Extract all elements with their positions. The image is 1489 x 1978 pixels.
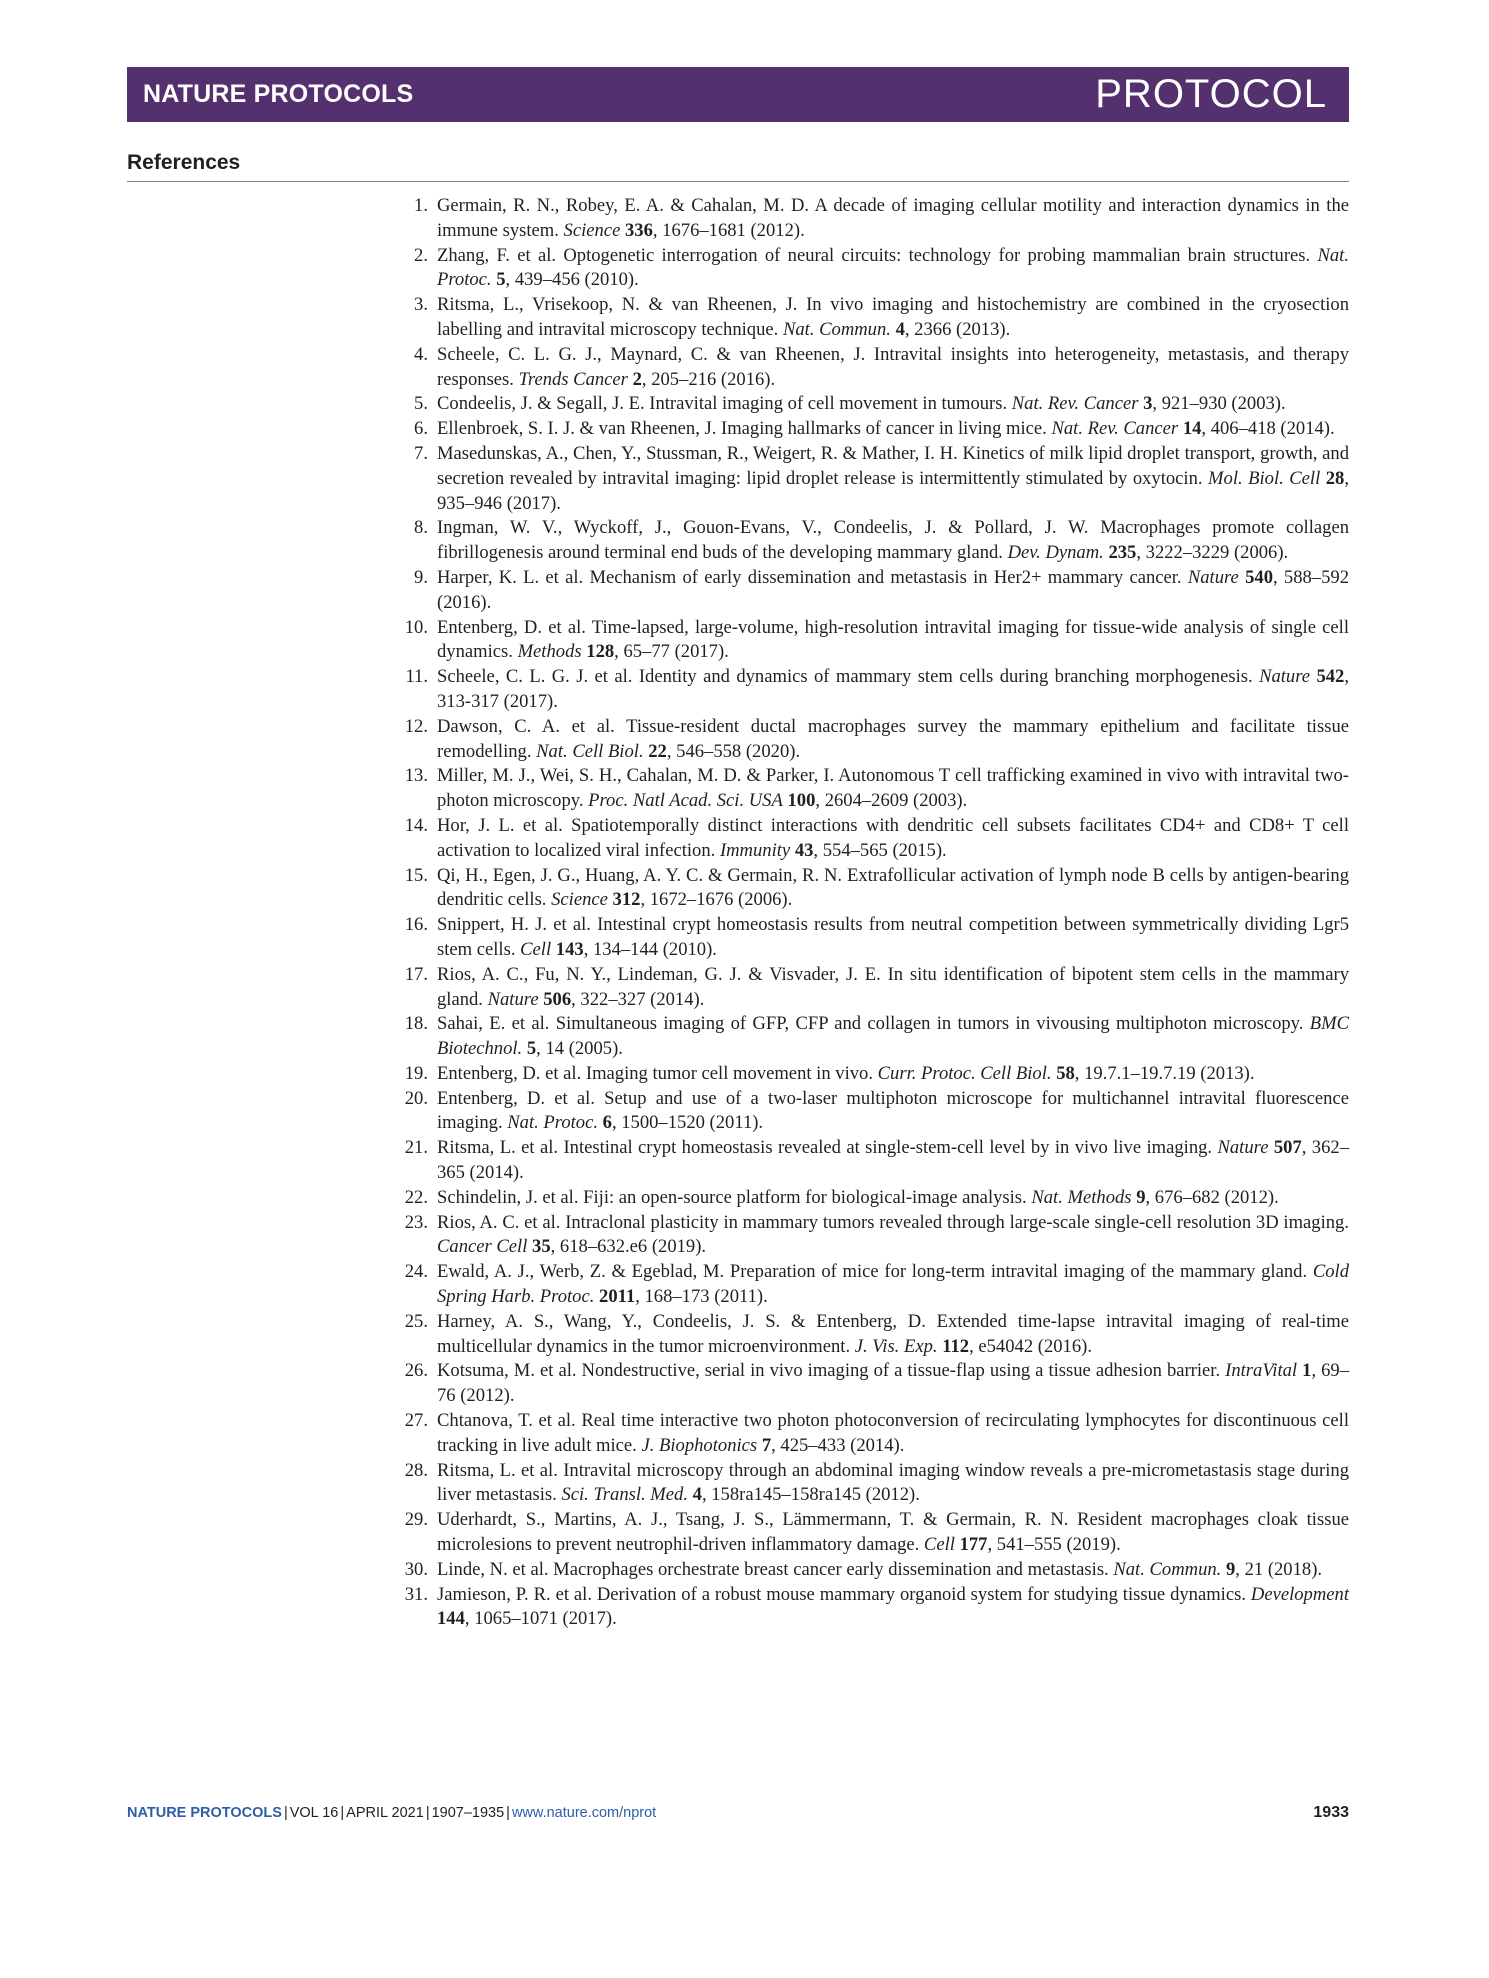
volume-number: 1 bbox=[1302, 1360, 1312, 1382]
volume-number: 144 bbox=[437, 1608, 465, 1630]
reference-number: 16. bbox=[404, 914, 428, 936]
reference-text bbox=[437, 245, 1349, 291]
reference-text bbox=[437, 1559, 1322, 1580]
journal-title: Trends Cancer bbox=[518, 368, 628, 390]
reference-segment: , 588–592 (2016). bbox=[437, 566, 1349, 613]
journal-title: Nature bbox=[1187, 566, 1239, 588]
reference-segment: , 1065–1071 (2017). bbox=[464, 1608, 617, 1630]
reference-text bbox=[437, 1410, 1349, 1456]
reference-item bbox=[395, 963, 1349, 1013]
reference-item bbox=[395, 1012, 1349, 1062]
reference-segment: , 14 (2005). bbox=[536, 1038, 623, 1060]
section-heading: References bbox=[127, 151, 241, 174]
reference-segment: Qi, H., Egen, J. G., Huang, A. Y. C. & Germain, R. N. Extrafollicular activation of lymph node B cells by antigen-bearing dendritic cells. bbox=[437, 864, 1349, 911]
journal-title: Immunity bbox=[719, 839, 791, 861]
page-footer bbox=[127, 1805, 656, 1821]
volume-number: 506 bbox=[543, 988, 572, 1010]
reference-number: 5. bbox=[414, 393, 428, 415]
reference-text bbox=[437, 1360, 1349, 1406]
reference-text bbox=[437, 815, 1349, 861]
reference-text bbox=[437, 393, 1286, 414]
reference-number: 29. bbox=[404, 1509, 428, 1531]
reference-number: 4. bbox=[414, 343, 428, 365]
reference-segment: Kotsuma, M. et al. Nondestructive, serial in vivo imaging of a tissue-flap using a tissue adhesion barrier. bbox=[437, 1360, 1226, 1382]
reference-number: 18. bbox=[404, 1013, 428, 1035]
reference-segment: , 546–558 (2020). bbox=[666, 740, 801, 762]
footer-separator: | bbox=[283, 1805, 288, 1821]
journal-title: Nat. Rev. Cancer bbox=[1011, 393, 1139, 415]
volume-number: 128 bbox=[586, 641, 615, 663]
reference-text bbox=[437, 344, 1349, 390]
journal-title: J. Biophotonics bbox=[641, 1434, 758, 1456]
journal-title: Cold Spring Harb. Protoc. bbox=[437, 1261, 1349, 1308]
journal-title: Curr. Protoc. Cell Biol. bbox=[877, 1062, 1052, 1084]
reference-segment: , 921–930 (2003). bbox=[1152, 393, 1286, 415]
reference-segment: Uderhardt, S., Martins, A. J., Tsang, J. S., Lämmermann, T. & Germain, R. N. Resident macrophages cloak tissue microlesions to prevent neutrophil-driven inflammatory damage. bbox=[437, 1509, 1349, 1556]
reference-segment: Ritsma, L. et al. Intravital microscopy through an abdominal imaging window reveals a pre-micrometastasis stage during liver metastasis. bbox=[437, 1459, 1349, 1506]
reference-segment: , 168–173 (2011). bbox=[635, 1286, 768, 1308]
volume-number: 3 bbox=[1143, 393, 1153, 415]
reference-segment: , 21 (2018). bbox=[1235, 1558, 1323, 1580]
reference-segment: , 439–456 (2010). bbox=[505, 269, 639, 291]
reference-number: 27. bbox=[404, 1410, 428, 1432]
reference-segment: Ingman, W. V., Wyckoff, J., Gouon-Evans, V., Condeelis, J. & Pollard, J. W. Macrophages promote collagen fibrillogenesis around terminal end buds of the developing mammary gland. bbox=[437, 517, 1349, 564]
reference-segment: , 65–77 (2017). bbox=[614, 641, 729, 663]
volume-number: 5 bbox=[526, 1038, 537, 1060]
reference-number: 1. bbox=[414, 195, 428, 216]
reference-item bbox=[395, 1211, 1349, 1261]
reference-segment: , 205–216 (2016). bbox=[641, 368, 776, 390]
reference-item bbox=[395, 194, 1349, 244]
footer-journal: NATURE PROTOCOLS bbox=[127, 1805, 282, 1821]
journal-title: Cancer Cell bbox=[437, 1236, 528, 1258]
reference-segment: , 1500–1520 (2011). bbox=[611, 1112, 764, 1134]
reference-number: 31. bbox=[404, 1583, 428, 1605]
volume-number: 4 bbox=[895, 318, 905, 340]
reference-item bbox=[395, 1583, 1349, 1633]
reference-number: 24. bbox=[404, 1261, 428, 1283]
reference-number: 2. bbox=[414, 244, 428, 266]
reference-segment: Chtanova, T. et al. Real time interactive two photon photoconversion of recirculating lymphocytes for discontinuous cell tracking in live adult mice. bbox=[437, 1410, 1349, 1456]
reference-segment: , 134–144 (2010). bbox=[583, 938, 717, 960]
reference-text bbox=[437, 567, 1349, 613]
reference-segment: , 1672–1676 (2006). bbox=[640, 889, 793, 911]
reference-item bbox=[395, 244, 1349, 294]
reference-number: 30. bbox=[404, 1558, 428, 1580]
reference-item bbox=[395, 814, 1349, 864]
volume-number: 112 bbox=[942, 1335, 970, 1357]
volume-number: 2011 bbox=[599, 1286, 636, 1308]
reference-text bbox=[437, 1261, 1349, 1307]
reference-item bbox=[395, 1409, 1349, 1459]
reference-segment: Rios, A. C. et al. Intraclonal plasticity in mammary tumors revealed through large-scale single-cell resolution 3D imaging. bbox=[437, 1211, 1349, 1233]
reference-text bbox=[437, 1187, 1279, 1208]
reference-segment: Scheele, C. L. G. J. et al. Identity and dynamics of mammary stem cells during branching morphogenesis. bbox=[437, 666, 1260, 688]
reference-number: 28. bbox=[404, 1459, 428, 1481]
journal-title: Nat. Commun. bbox=[782, 318, 891, 340]
reference-item bbox=[395, 1062, 1349, 1087]
reference-text bbox=[437, 1311, 1349, 1357]
reference-segment: Germain, R. N., Robey, E. A. & Cahalan, M. D. A decade of imaging cellular motility and interaction dynamics in the immune system. bbox=[437, 195, 1349, 241]
volume-number: 143 bbox=[555, 938, 584, 960]
journal-title: Nat. Methods bbox=[1031, 1186, 1132, 1208]
reference-number: 6. bbox=[414, 418, 428, 440]
reference-text bbox=[437, 914, 1349, 960]
reference-text bbox=[437, 443, 1349, 514]
reference-segment: Rios, A. C., Fu, N. Y., Lindeman, G. J. & Visvader, J. E. In situ identification of bipotent stem cells in the mammary gland. bbox=[437, 963, 1349, 1010]
reference-item bbox=[395, 764, 1349, 814]
footer-url-link[interactable]: www.nature.com/nprot bbox=[511, 1805, 657, 1821]
reference-segment: Entenberg, D. et al. Setup and use of a two-laser multiphoton microscope for multichannel intravital fluorescence imaging. bbox=[437, 1087, 1349, 1134]
reference-segment: Dawson, C. A. et al. Tissue-resident ductal macrophages survey the mammary epithelium and facilitate tissue remodelling. bbox=[437, 715, 1349, 762]
reference-segment: , 19.7.1–19.7.19 (2013). bbox=[1074, 1062, 1255, 1084]
reference-item bbox=[395, 1310, 1349, 1360]
journal-title: Methods bbox=[517, 641, 582, 663]
reference-segment: , 1676–1681 (2012). bbox=[652, 219, 805, 241]
reference-segment: Ellenbroek, S. I. J. & van Rheenen, J. Imaging hallmarks of cancer in living mice. bbox=[437, 418, 1052, 440]
volume-number: 235 bbox=[1108, 542, 1137, 564]
reference-segment: , 313-317 (2017). bbox=[437, 666, 1349, 712]
volume-number: 2 bbox=[632, 368, 642, 390]
reference-item bbox=[395, 913, 1349, 963]
journal-title: Nat. Cell Biol. bbox=[536, 740, 644, 762]
journal-title: Development bbox=[1250, 1583, 1349, 1605]
reference-segment: , 362–365 (2014). bbox=[437, 1137, 1349, 1184]
reference-item bbox=[395, 864, 1349, 914]
reference-segment: Miller, M. J., Wei, S. H., Cahalan, M. D. & Parker, I. Autonomous T cell trafficking examined in vivo with intravital two-photon microscopy. bbox=[437, 765, 1349, 812]
reference-text bbox=[437, 1584, 1349, 1630]
reference-segment: Sahai, E. et al. Simultaneous imaging of GFP, CFP and collagen in tumors in vivousing multiphoton microscopy. bbox=[437, 1013, 1310, 1035]
reference-number: 14. bbox=[404, 814, 428, 836]
reference-item bbox=[395, 442, 1349, 516]
reference-segment: , 618–632.e6 (2019). bbox=[550, 1236, 707, 1258]
reference-text bbox=[437, 1063, 1255, 1084]
journal-header-bar bbox=[127, 67, 1349, 122]
volume-number: 58 bbox=[1056, 1062, 1075, 1084]
reference-text bbox=[437, 1137, 1349, 1183]
reference-item bbox=[395, 715, 1349, 765]
reference-number: 3. bbox=[414, 294, 428, 316]
volume-number: 336 bbox=[624, 219, 653, 241]
volume-number: 5 bbox=[496, 269, 506, 291]
reference-segment: , 2604–2609 (2003). bbox=[815, 790, 968, 812]
journal-title: Nat. Protoc. bbox=[437, 244, 1349, 291]
reference-segment: Masedunskas, A., Chen, Y., Stussman, R., Weigert, R. & Mather, I. H. Kinetics of milk lipid droplet transport, growth, and secretion revealed by intravital imaging: lipid droplet release is intermittently stimulated by oxytocin. bbox=[437, 442, 1349, 489]
reference-item bbox=[395, 1359, 1349, 1409]
journal-title: Nature bbox=[1259, 666, 1311, 688]
reference-number: 11. bbox=[405, 666, 428, 688]
reference-segment: , 935–946 (2017). bbox=[437, 467, 1349, 514]
volume-number: 35 bbox=[532, 1236, 551, 1258]
reference-segment: Zhang, F. et al. Optogenetic interrogation of neural circuits: technology for probing mammalian brain structures. bbox=[437, 244, 1318, 266]
reference-segment: Condeelis, J. & Segall, J. E. Intravital imaging of cell movement in tumours. bbox=[437, 393, 1012, 415]
reference-item bbox=[395, 1508, 1349, 1558]
reference-segment: Jamieson, P. R. et al. Derivation of a robust mouse mammary organoid system for studying tissue dynamics. bbox=[437, 1583, 1251, 1605]
reference-text bbox=[437, 1509, 1349, 1555]
volume-number: 9 bbox=[1225, 1558, 1236, 1580]
journal-title: Mol. Biol. Cell bbox=[1208, 467, 1321, 489]
reference-segment: Ritsma, L., Vrisekoop, N. & van Rheenen, J. In vivo imaging and histochemistry are combined in the cryosection labelling and intravital microscopy technique. bbox=[437, 294, 1349, 340]
journal-title: Science bbox=[551, 889, 608, 911]
reference-item bbox=[395, 1186, 1349, 1211]
journal-title: Proc. Natl Acad. Sci. USA bbox=[588, 790, 783, 812]
reference-number: 10. bbox=[404, 616, 428, 638]
volume-number: 43 bbox=[794, 839, 814, 861]
reference-item bbox=[395, 392, 1349, 417]
volume-number: 177 bbox=[959, 1534, 988, 1556]
reference-item bbox=[395, 1260, 1349, 1310]
reference-segment: Harper, K. L. et al. Mechanism of early dissemination and metastasis in Her2+ mammary cancer. bbox=[437, 566, 1188, 588]
reference-text bbox=[437, 1013, 1349, 1059]
journal-title: Dev. Dynam. bbox=[1007, 542, 1104, 564]
journal-title: Nature bbox=[1217, 1137, 1269, 1159]
footer-volume: VOL 16 bbox=[289, 1805, 339, 1821]
journal-title: Nature bbox=[487, 988, 539, 1010]
reference-number: 12. bbox=[404, 715, 428, 737]
reference-item bbox=[395, 1459, 1349, 1509]
journal-title: Nat. Protoc. bbox=[507, 1112, 598, 1134]
reference-item bbox=[395, 417, 1349, 442]
reference-text bbox=[437, 1212, 1349, 1258]
reference-item bbox=[395, 1087, 1349, 1137]
reference-number: 8. bbox=[414, 517, 428, 539]
footer-separator: | bbox=[340, 1805, 345, 1821]
reference-segment: Ritsma, L. et al. Intestinal crypt homeostasis revealed at single-stem-cell level by in vivo live imaging. bbox=[437, 1137, 1218, 1159]
volume-number: 14 bbox=[1182, 418, 1202, 440]
reference-segment: Snippert, H. J. et al. Intestinal crypt homeostasis results from neutral competition between symmetrically dividing Lgr5 stem cells. bbox=[437, 914, 1349, 960]
journal-title: Science bbox=[563, 219, 621, 241]
reference-segment: Entenberg, D. et al. Time-lapsed, large-volume, high-resolution intravital imaging for tissue-wide analysis of single cell dynamics. bbox=[437, 616, 1349, 663]
reference-item bbox=[395, 1136, 1349, 1186]
volume-number: 22 bbox=[648, 740, 667, 762]
footer-date: APRIL 2021 bbox=[346, 1805, 424, 1821]
reference-segment: Harney, A. S., Wang, Y., Condeelis, J. S. & Entenberg, D. Extended time-lapse intravital imaging of real-time multicellular dynamics in the tumor microenvironment. bbox=[437, 1310, 1349, 1357]
reference-text bbox=[437, 1088, 1349, 1134]
reference-segment: Scheele, C. L. G. J., Maynard, C. & van Rheenen, J. Intravital insights into heterogeneity, metastasis, and therapy responses. bbox=[437, 343, 1349, 390]
reference-number: 15. bbox=[404, 864, 428, 886]
volume-number: 28 bbox=[1325, 467, 1345, 489]
journal-title: Cell bbox=[923, 1534, 955, 1556]
reference-text bbox=[437, 666, 1349, 712]
volume-number: 6 bbox=[602, 1112, 612, 1134]
reference-text bbox=[437, 418, 1335, 439]
reference-item bbox=[395, 665, 1349, 715]
reference-number: 26. bbox=[404, 1360, 428, 1382]
journal-title: BMC Biotechnol. bbox=[437, 1013, 1349, 1060]
reference-number: 9. bbox=[414, 566, 428, 588]
reference-text bbox=[437, 716, 1349, 762]
reference-number: 21. bbox=[404, 1137, 428, 1159]
reference-segment: , 541–555 (2019). bbox=[987, 1534, 1121, 1556]
reference-segment: Ewald, A. J., Werb, Z. & Egeblad, M. Preparation of mice for long-term intravital imaging of the mammary gland. bbox=[437, 1261, 1313, 1283]
reference-item bbox=[395, 1558, 1349, 1583]
reference-item bbox=[395, 343, 1349, 393]
reference-segment: , 158ra145–158ra145 (2012). bbox=[701, 1484, 920, 1506]
reference-item bbox=[395, 616, 1349, 666]
reference-number: 19. bbox=[404, 1062, 428, 1084]
reference-text bbox=[437, 195, 1349, 241]
reference-number: 7. bbox=[414, 442, 428, 464]
reference-text bbox=[437, 964, 1349, 1010]
reference-text bbox=[437, 765, 1349, 811]
reference-number: 25. bbox=[404, 1310, 428, 1332]
reference-list bbox=[395, 194, 1349, 1632]
journal-title: IntraVital bbox=[1225, 1360, 1298, 1382]
reference-number: 20. bbox=[404, 1087, 428, 1109]
reference-segment: , 406–418 (2014). bbox=[1201, 418, 1335, 440]
volume-number: 542 bbox=[1316, 666, 1345, 688]
footer-separator: | bbox=[425, 1805, 430, 1821]
volume-number: 540 bbox=[1245, 566, 1273, 588]
journal-title: Nat. Commun. bbox=[1113, 1558, 1222, 1580]
journal-title: Nat. Rev. Cancer bbox=[1051, 418, 1179, 440]
reference-text bbox=[437, 865, 1349, 911]
journal-title: Sci. Transl. Med. bbox=[561, 1484, 688, 1506]
reference-segment: , e54042 (2016). bbox=[969, 1335, 1092, 1357]
reference-segment: , 554–565 (2015). bbox=[813, 839, 947, 861]
volume-number: 312 bbox=[612, 889, 641, 911]
reference-item bbox=[395, 516, 1349, 566]
reference-segment: , 3222–3229 (2006). bbox=[1136, 542, 1289, 564]
reference-segment: Linde, N. et al. Macrophages orchestrate breast cancer early dissemination and metastasis. bbox=[437, 1558, 1114, 1580]
volume-number: 7 bbox=[761, 1434, 772, 1456]
reference-number: 17. bbox=[404, 963, 428, 985]
volume-number: 9 bbox=[1136, 1186, 1146, 1208]
reference-number: 22. bbox=[404, 1186, 428, 1208]
volume-number: 507 bbox=[1273, 1137, 1302, 1159]
heading-divider bbox=[127, 181, 1349, 182]
reference-item bbox=[395, 566, 1349, 616]
reference-item bbox=[395, 293, 1349, 343]
reference-text bbox=[437, 294, 1349, 340]
footer-pages: 1907–1935 bbox=[431, 1805, 505, 1821]
reference-text bbox=[437, 617, 1349, 663]
volume-number: 4 bbox=[692, 1484, 702, 1506]
journal-title: J. Vis. Exp. bbox=[854, 1335, 938, 1357]
reference-segment: , 676–682 (2012). bbox=[1145, 1186, 1279, 1208]
page-number: 1933 bbox=[1313, 1804, 1349, 1821]
reference-number: 13. bbox=[404, 765, 428, 787]
reference-segment: , 2366 (2013). bbox=[904, 318, 1011, 340]
reference-number: 23. bbox=[404, 1211, 428, 1233]
reference-text bbox=[437, 517, 1349, 563]
journal-title: Cell bbox=[520, 938, 552, 960]
reference-segment: Entenberg, D. et al. Imaging tumor cell movement in vivo. bbox=[437, 1062, 878, 1084]
reference-segment: , 425–433 (2014). bbox=[771, 1434, 905, 1456]
reference-segment: Hor, J. L. et al. Spatiotemporally distinct interactions with dendritic cell subsets facilitates CD4+ and CD8+ T cell activation to localized viral infection. bbox=[437, 814, 1349, 861]
article-type: PROTOCOL bbox=[1095, 72, 1327, 116]
reference-text bbox=[437, 1460, 1349, 1506]
reference-segment: , 322–327 (2014). bbox=[571, 988, 705, 1010]
volume-number: 100 bbox=[787, 790, 816, 812]
reference-segment: Schindelin, J. et al. Fiji: an open-source platform for biological-image analysis. bbox=[437, 1186, 1032, 1208]
reference-segment: , 69–76 (2012). bbox=[437, 1360, 1349, 1407]
footer-separator: | bbox=[506, 1805, 510, 1821]
journal-name: NATURE PROTOCOLS bbox=[143, 80, 414, 108]
